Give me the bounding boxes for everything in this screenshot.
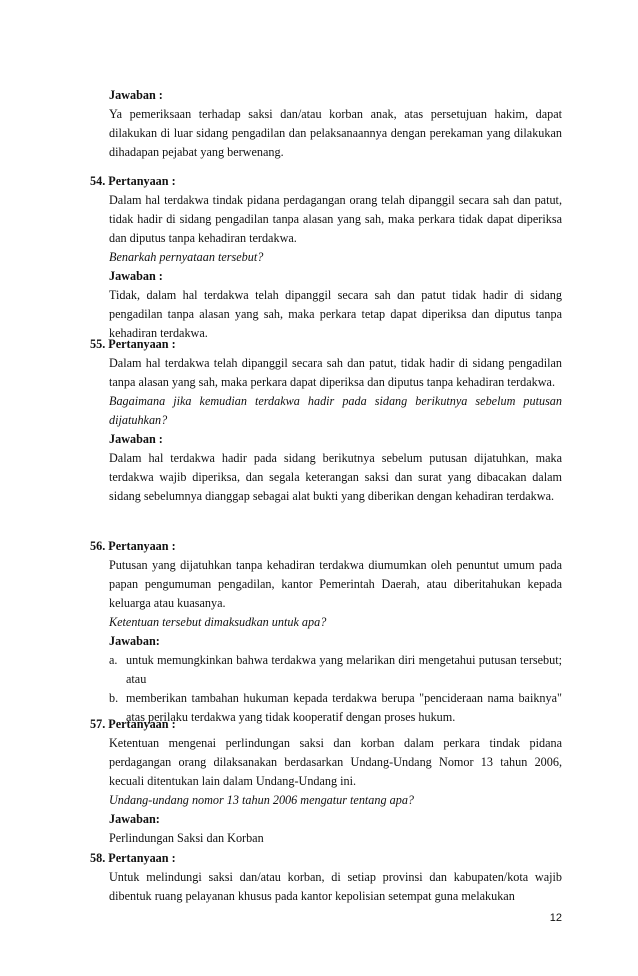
answer-text: Dalam hal terdakwa hadir pada sidang berikutnya sebelum putusan dijatuhkan, maka terdakwa wajib diperiksa, dan segala keterangan saksi dan surat yang dibacakan dalam sidang sebelumnya dianggap sebagai alat bukti yang diberikan dengan kehadiran terdakwa. [109,451,562,503]
question-heading: 58. Pertanyaan : [90,851,176,865]
question-58 [90,849,562,906]
answer-53 [90,86,562,162]
page-number: 12 [549,912,562,924]
answer-text: Ya pemeriksaan terhadap saksi dan/atau korban anak, atas persetujuan hakim, dapat dilakukan di luar sidang pengadilan dan pelaksanaannya dengan perekaman yang dilakukan dihadapan pejabat yang berwenang. [109,107,562,159]
question-text: Dalam hal terdakwa telah dipanggil secara sah dan patut, tidak hadir di sidang pengadilan tanpa alasan yang sah, maka perkara dapat diperiksa dan diputus tanpa kehadiran terdakwa. [109,356,562,389]
question-prompt: Ketentuan tersebut dimaksudkan untuk apa? [109,615,327,629]
list-item [109,651,562,689]
answer-text: Perlindungan Saksi dan Korban [109,831,264,845]
list-marker: a. [109,653,118,667]
question-prompt: Undang-undang nomor 13 tahun 2006 mengatur tentang apa? [109,793,415,807]
list-marker: b. [109,691,119,705]
answer-label: Jawaban : [109,432,163,446]
list-item-text: memberikan tambahan hukuman kepada terdakwa berupa "pencideraan nama baiknya" atas perilaku terdakwa yang tidak kooperatif dengan proses hukum. [126,691,562,724]
question-prompt: Bagaimana jika kemudian terdakwa hadir pada sidang berikutnya sebelum putusan dijatuhkan? [109,394,562,427]
question-heading: 55. Pertanyaan : [90,337,176,351]
question-heading: 54. Pertanyaan : [90,174,176,188]
question-text: Ketentuan mengenai perlindungan saksi dan korban dalam perkara tindak pidana perdagangan orang dilaksanakan berdasarkan Undang-Undang Nomor 13 tahun 2006, kecuali ditentukan lain dalam Undang-Undang ini. [109,736,562,788]
answer-text: Tidak, dalam hal terdakwa telah dipanggil secara sah dan patut tidak hadir di sidang pengadilan tanpa alasan yang sah, maka perkara tetap dapat diperiksa dan diputus tanpa kehadiran terdakwa. [109,288,562,340]
answer-label: Jawaban : [109,269,163,283]
question-54 [90,172,562,343]
answer-label: Jawaban: [109,634,160,648]
question-55 [90,335,562,506]
question-heading: 56. Pertanyaan : [90,539,176,553]
question-prompt: Benarkah pernyataan tersebut? [109,250,264,264]
answer-label: Jawaban : [109,88,163,102]
question-57 [90,715,562,848]
question-heading: 57. Pertanyaan : [90,717,176,731]
question-text: Untuk melindungi saksi dan/atau korban, di setiap provinsi dan kabupaten/kota wajib dibentuk ruang pelayanan khusus pada kantor kepolisian setempat guna melakukan [109,870,562,903]
answer-label: Jawaban: [109,812,160,826]
question-text: Dalam hal terdakwa tindak pidana perdagangan orang telah dipanggil secara sah dan patut, tidak hadir di sidang pengadilan tanpa alasan yang sah, maka perkara tidak dapat diperiksa dan diputus tanpa kehadiran terdakwa. [109,193,562,245]
question-text: Putusan yang dijatuhkan tanpa kehadiran terdakwa diumumkan oleh penuntut umum pada papan pengumuman pengadilan, kantor Pemerintah Daerah, atau diberitahukan kepada keluarga atau kuasanya. [109,558,562,610]
question-56 [90,537,562,727]
list-item-text: untuk memungkinkan bahwa terdakwa yang melarikan diri mengetahui putusan tersebut; atau [126,653,562,686]
